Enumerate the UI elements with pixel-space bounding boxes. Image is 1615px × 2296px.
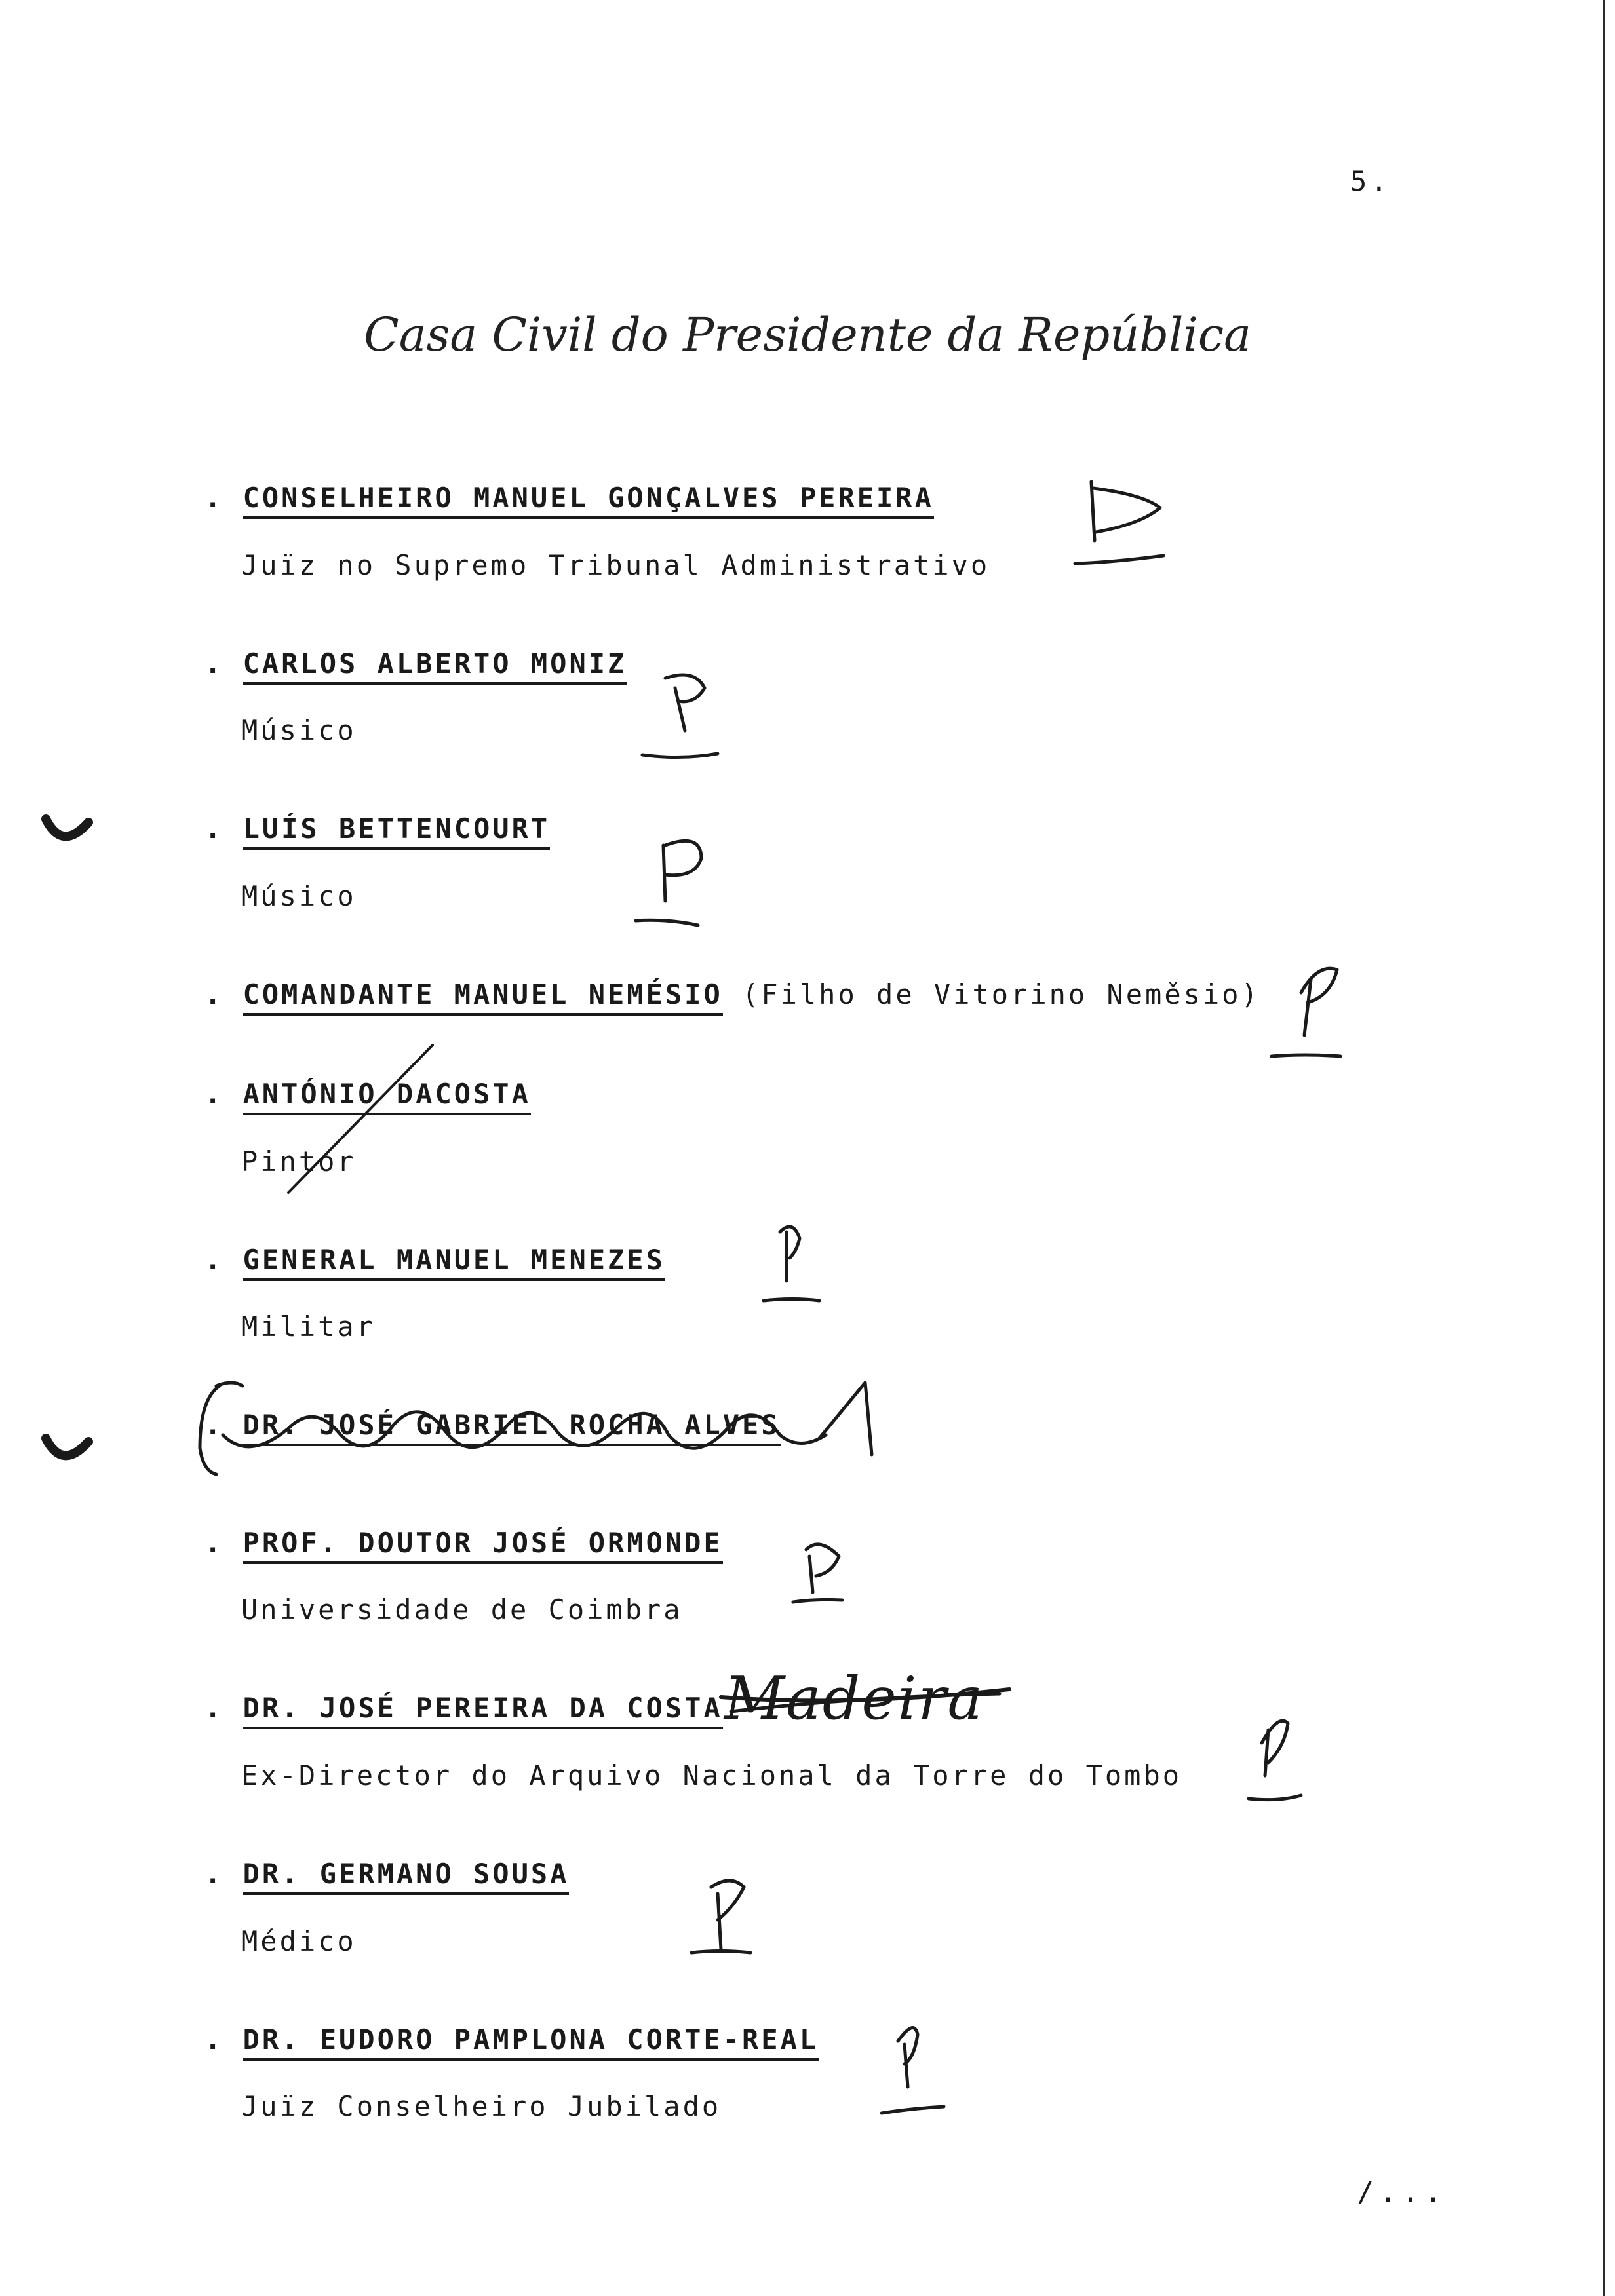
p-mark: [882, 2028, 944, 2113]
entry-name: . COMANDANTE MANUEL NEMÉSIO (Filho de Vitorino Neměsio): [204, 978, 1260, 1010]
entry-name-text: COMANDANTE MANUEL NEMÉSIO: [243, 978, 723, 1016]
entry-description: Músico: [241, 880, 357, 912]
entry-name-text: CONSELHEIRO MANUEL GONÇALVES PEREIRA: [243, 482, 934, 519]
entry-name: . LUÍS BETTENCOURT: [204, 813, 550, 845]
p-mark: [642, 675, 718, 757]
entry-name: . CARLOS ALBERTO MONIZ: [204, 647, 627, 679]
entry-name: . ANTÓNIO DACOSTA: [204, 1078, 531, 1110]
entry-name-text: DR. JOSÉ PEREIRA DA COSTA: [243, 1692, 723, 1729]
p-mark: [1075, 482, 1163, 564]
p-mark: [636, 841, 701, 925]
handwritten-note: Madeira: [724, 1664, 984, 1733]
entry-note: (Filho de Vitorino Neměsio): [742, 978, 1260, 1010]
entry-name: . DR. JOSÉ PEREIRA DA COSTA: [204, 1692, 723, 1724]
entry-description: Juïz Conselheiro Jubilado: [241, 2090, 722, 2122]
entry-name: . PROF. DOUTOR JOSÉ ORMONDE: [204, 1527, 723, 1559]
entry-description: Músico: [241, 714, 357, 746]
continuation-mark: /...: [1357, 2175, 1447, 2209]
entry-description: Pintor: [241, 1145, 357, 1177]
entry-name-text: DR. JOSÉ GABRIEL ROCHA ALVES: [243, 1409, 781, 1446]
entry-name-text: DR. GERMANO SOUSA: [243, 1858, 570, 1895]
entry-name-text: LUÍS BETTENCOURT: [243, 813, 551, 850]
entry-name: . DR. EUDORO PAMPLONA CORTE-REAL: [204, 2023, 819, 2056]
page-number: 5.: [1350, 165, 1391, 197]
letterhead: Casa Civil do Presidente da República: [364, 308, 1251, 362]
entry-description: Médico: [241, 1925, 357, 1957]
entry-name-text: DR. EUDORO PAMPLONA CORTE-REAL: [243, 2023, 819, 2061]
p-mark: [1272, 968, 1340, 1056]
p-mark: [764, 1227, 819, 1301]
entry-name: . CONSELHEIRO MANUEL GONÇALVES PEREIRA: [204, 482, 934, 514]
entry-name-text: PROF. DOUTOR JOSÉ ORMONDE: [243, 1527, 723, 1564]
entry-name: . GENERAL MANUEL MENEZES: [204, 1244, 665, 1276]
hole-punch-mark: [46, 819, 88, 836]
entry-name-text: GENERAL MANUEL MENEZES: [243, 1244, 665, 1281]
entry-description: Universidade de Coimbra: [241, 1594, 683, 1626]
entry-name-text: ANTÓNIO DACOSTA: [243, 1078, 531, 1115]
entry-description: Juïz no Supremo Tribunal Administrativo: [241, 549, 990, 581]
p-mark: [1249, 1721, 1301, 1799]
entry-name-text: CARLOS ALBERTO MONIZ: [243, 647, 627, 685]
entry-name: . DR. GERMANO SOUSA: [204, 1858, 569, 1890]
entry-name: . DR. JOSÉ GABRIEL ROCHA ALVES: [204, 1409, 781, 1441]
p-mark: [691, 1881, 750, 1953]
hole-punch-mark: [46, 1438, 88, 1455]
p-mark: [793, 1544, 842, 1602]
entry-description: Ex-Director do Arquivo Nacional da Torre do Tombo: [241, 1759, 1182, 1791]
entry-description: Militar: [241, 1311, 376, 1343]
